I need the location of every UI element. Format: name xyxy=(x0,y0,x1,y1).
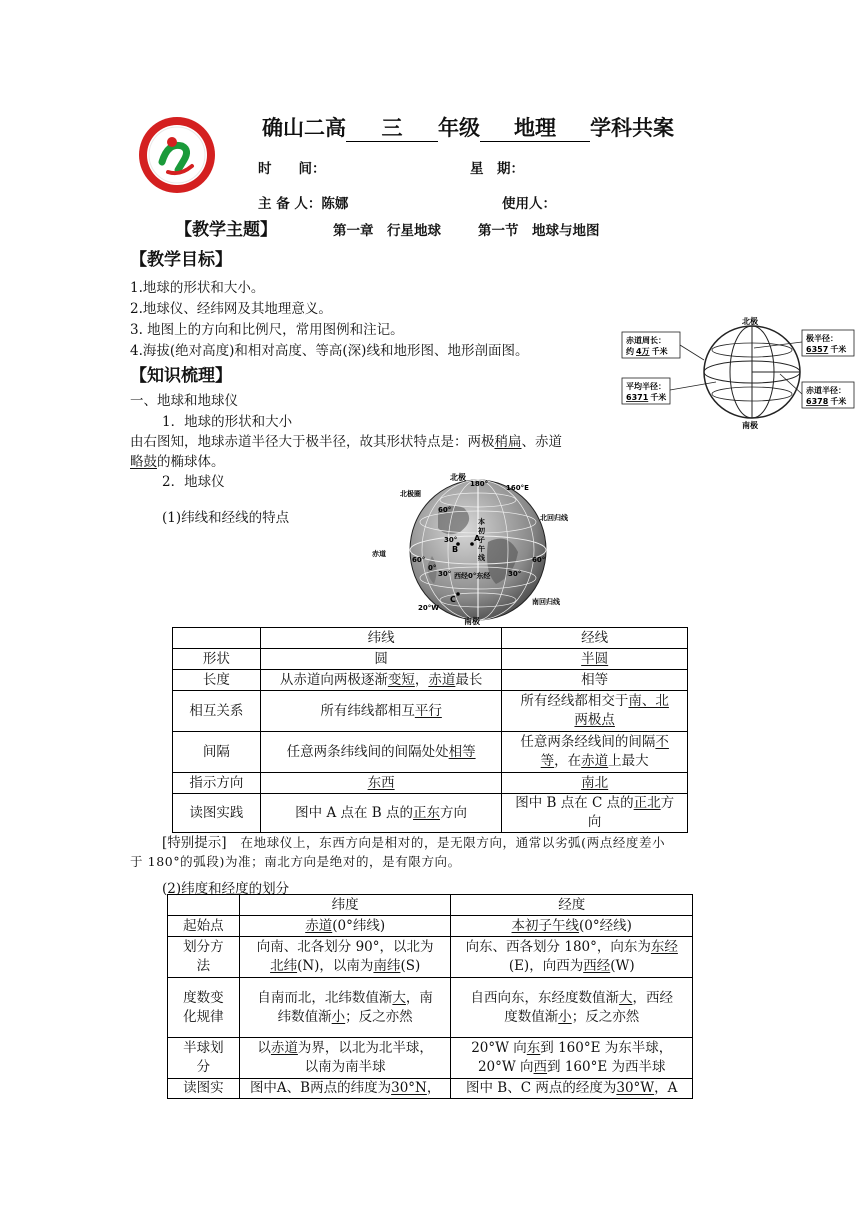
answer-text: 变短 xyxy=(387,671,415,688)
answer-text: 本初子午线 xyxy=(511,917,580,934)
longitude-cell xyxy=(451,1038,693,1079)
row-label: 度数变 化规律 xyxy=(168,978,240,1038)
cell-text: 以 xyxy=(257,1040,271,1056)
lon-20w-label: 20°W xyxy=(418,604,439,612)
answer-text: 两极点 xyxy=(574,712,615,728)
latitude-cell xyxy=(260,691,502,732)
lat-lon-division-table xyxy=(167,894,693,1099)
tip-label: [特别提示] xyxy=(162,835,227,851)
latitude-cell xyxy=(260,649,502,670)
user-label: 使用人： xyxy=(502,196,556,212)
cell-text: 方向 xyxy=(440,804,468,821)
goal-item: 4.海拔(绝对高度)和相对高度、等高(深)线和地形图、地形剖面图。 xyxy=(130,343,529,359)
cell-text: 为界，以北为北半球， xyxy=(297,1040,433,1056)
answer-text: 等 xyxy=(540,753,555,769)
answer-text: 北纬 xyxy=(270,958,298,974)
longitude-cell xyxy=(451,1079,693,1099)
document-title xyxy=(262,112,674,142)
row-label: 读图实践 xyxy=(173,794,261,833)
point-b-label: B xyxy=(452,545,459,554)
goal-item: 3. 地图上的方向和比例尺，常用图例和注记。 xyxy=(130,322,404,338)
week-label: 星 期： xyxy=(470,161,524,177)
school-logo xyxy=(138,112,216,198)
table-row xyxy=(173,670,688,691)
cell-text: ， xyxy=(426,1080,441,1096)
equator-length-value: 约 4万 千米 xyxy=(626,347,668,356)
deg-160e-label: 160°E xyxy=(506,484,529,492)
answer-text: 小 xyxy=(331,1008,346,1025)
globe-north-label: 北极 xyxy=(450,473,466,482)
cell-text: 自西向东，东经度数值渐 xyxy=(470,989,619,1006)
longitude-cell xyxy=(502,794,688,833)
cell-text: 以南为南半球 xyxy=(304,1059,386,1075)
lat-lon-features-table xyxy=(172,627,688,833)
cell-text: ，A xyxy=(654,1080,678,1096)
topic-section: 第一节 地球与地图 xyxy=(478,223,600,239)
lat-60-label-right: 60° xyxy=(532,556,546,564)
latitude-cell xyxy=(239,1079,451,1099)
lat-60-label-left: 60° xyxy=(412,556,426,564)
latitude-cell xyxy=(239,1038,451,1079)
mean-radius-value: 6371 千米 xyxy=(626,393,667,402)
prime-meridian-label-1: 本 xyxy=(478,518,485,526)
row-label: 相互关系 xyxy=(173,691,261,732)
answer-text: 东经 xyxy=(650,939,678,955)
cell-text: (S) xyxy=(400,958,421,974)
answer-text: 相等 xyxy=(448,743,476,760)
cell-text: 自南而北，北纬数值渐 xyxy=(257,989,393,1006)
globe-south-label: 南极 xyxy=(464,617,480,626)
prime-meridian-label-3: 子 xyxy=(478,536,485,544)
answer-text: 赤道 xyxy=(428,671,456,688)
latitude-cell xyxy=(260,773,502,794)
answer-text: 西经 xyxy=(583,958,611,974)
cell-text: 图中A、B两点的纬度为 xyxy=(249,1080,392,1096)
point-a-label: A xyxy=(474,534,481,543)
longitude-cell xyxy=(502,732,688,773)
answer-text: 赤道 xyxy=(581,753,609,769)
topic-chapter: 第一章 行星地球 xyxy=(333,223,441,239)
globe-graticule-diagram xyxy=(368,472,588,626)
prime-meridian-label-4: 午 xyxy=(478,545,485,553)
cell-text: 向南、北各划分 90°，以北为 xyxy=(256,939,434,955)
cell-text: 从赤道向两极逐渐 xyxy=(279,671,388,688)
answer-text: 正北 xyxy=(633,795,661,811)
answer-text: 西 xyxy=(533,1059,548,1075)
answer-text: 东 xyxy=(526,1040,541,1056)
cell-text: 纬数值渐 xyxy=(277,1008,332,1025)
cell-text: 图中 B 点在 C 点的 xyxy=(515,795,634,811)
review-heading: 【知识梳理】 xyxy=(130,366,232,386)
cell-text: (E)，向西为 xyxy=(508,958,584,974)
longitude-cell xyxy=(502,691,688,732)
deg-180-label: 180° xyxy=(470,480,489,488)
equator-radius-value: 6378 千米 xyxy=(806,397,847,406)
lat-60-label: 60° xyxy=(438,506,452,514)
shape-text: 由右图知，地球赤道半径大于极半径，故其形状特点是：两极 xyxy=(130,434,495,450)
prime-meridian-label-5: 线 xyxy=(478,554,485,562)
lon-30e-label: 30° xyxy=(508,570,522,578)
tropic-south-label: 南回归线 xyxy=(532,598,560,606)
cell-text: 20°W 向 xyxy=(471,1040,527,1056)
shape-paragraph-line2 xyxy=(130,450,225,470)
row-label: 划分方 法 xyxy=(168,937,240,978)
answer-text: 30°N xyxy=(391,1080,427,1096)
cell-text: ，西经 xyxy=(632,989,673,1006)
answer-text: 东西 xyxy=(367,774,395,791)
polar-radius-label: 极半径： xyxy=(806,334,838,343)
prime-meridian-label-2: 初 xyxy=(478,527,485,535)
cell-text: ，南 xyxy=(405,989,433,1006)
table-row xyxy=(168,1079,693,1099)
section-earth-globe: 一、地球和地球仪 xyxy=(130,393,238,409)
row-label: 起始点 xyxy=(168,916,240,937)
goals-heading: 【教学目标】 xyxy=(130,250,232,270)
table-row xyxy=(168,916,693,937)
column-header: 经线 xyxy=(502,628,688,649)
time-label: 时 间： xyxy=(258,161,326,177)
latitude-cell xyxy=(239,978,451,1038)
row-label: 半球划 分 xyxy=(168,1038,240,1079)
cell-text: (0°经线) xyxy=(579,917,632,934)
cell-text: 度数值渐 xyxy=(504,1008,559,1025)
north-pole-label: 北极 xyxy=(742,317,758,326)
table-row xyxy=(168,937,693,978)
cell-text: (N)，以南为 xyxy=(297,958,374,974)
answer-text: 不 xyxy=(655,734,669,750)
table-row xyxy=(173,794,688,833)
longitude-cell xyxy=(451,978,693,1038)
cell-text: (W) xyxy=(610,958,635,974)
longitude-cell xyxy=(451,916,693,937)
table-row xyxy=(168,1038,693,1079)
title-grade-blank: 三 xyxy=(346,115,438,142)
mean-radius-label: 平均半径： xyxy=(626,382,666,391)
goal-item: 1.地球的形状和大小。 xyxy=(130,280,265,296)
answer-text: 大 xyxy=(618,989,633,1006)
title-suffix: 学科共案 xyxy=(590,116,674,140)
cell-text: 图中 A 点在 B 点的 xyxy=(295,804,414,821)
cell-text: 最长 xyxy=(455,671,483,688)
shape-paragraph-line1 xyxy=(130,430,562,450)
longitude-cell xyxy=(502,649,688,670)
longitude-cell xyxy=(451,937,693,978)
row-label: 长度 xyxy=(173,670,261,691)
cell-text: 圆 xyxy=(374,650,388,667)
preparer-label: 主 备 人：陈娜 xyxy=(258,196,349,212)
west-east-zero-label: 西经0°东经 xyxy=(454,572,491,580)
cell-text: 任意两条纬线间的间隔处处 xyxy=(286,743,449,760)
table-row xyxy=(173,773,688,794)
earth-ellipsoid-diagram xyxy=(620,312,856,438)
logo-emblem-icon xyxy=(138,112,216,198)
column-header xyxy=(168,895,240,916)
cell-text: 到 160°E 为东半球， xyxy=(540,1040,673,1056)
topic-label: 【教学主题】 xyxy=(175,220,277,240)
longitude-cell xyxy=(502,670,688,691)
title-school: 确山二高 xyxy=(262,116,346,140)
latitude-cell xyxy=(239,937,451,978)
cell-text: 所有纬线都相互 xyxy=(320,702,415,719)
answer-text: 南北 xyxy=(581,774,609,791)
title-subject-blank: 地理 xyxy=(480,115,590,142)
arctic-circle-label: 北极圈 xyxy=(400,490,421,498)
row-label: 指示方向 xyxy=(173,773,261,794)
equator-zero-label: 0° xyxy=(428,564,437,572)
cell-text: 上最大 xyxy=(608,753,649,769)
goal-item: 2.地球仪、经纬网及其地理意义。 xyxy=(130,301,332,317)
lon-30-label: 30° xyxy=(438,570,452,578)
equator-length-label: 赤道周长： xyxy=(626,336,666,345)
column-header: 经度 xyxy=(451,895,693,916)
subsection-lat-lon-division: (2)纬度和经度的划分 xyxy=(162,881,290,897)
answer-text: 南纬 xyxy=(373,958,401,974)
equator-label: 赤道 xyxy=(372,550,386,558)
cell-text: 所有经线都相交于 xyxy=(520,693,629,709)
table-row xyxy=(173,649,688,670)
shape-text: 的椭球体。 xyxy=(157,454,225,470)
tropic-north-label: 北回归线 xyxy=(540,514,568,522)
cell-text: ；反之亦然 xyxy=(345,1008,413,1025)
answer-text: 赤道 xyxy=(305,917,333,934)
latitude-cell xyxy=(260,794,502,833)
earth-size-figure xyxy=(620,312,856,438)
south-pole-label: 南极 xyxy=(742,421,758,430)
latitude-cell xyxy=(260,670,502,691)
cell-text: ；反之亦然 xyxy=(571,1008,640,1025)
polar-radius-value: 6357 千米 xyxy=(806,345,847,354)
cell-text: 方 xyxy=(660,795,675,811)
answer-text: 小 xyxy=(558,1008,572,1025)
row-label: 形状 xyxy=(173,649,261,670)
answer-text: 赤道 xyxy=(270,1040,298,1056)
special-tip-line2: 于 180°的弧段)为准；南北方向是绝对的，是有限方向。 xyxy=(130,854,461,869)
answer-text: 半圆 xyxy=(581,650,609,667)
answer-bulging: 略鼓 xyxy=(130,454,157,470)
cell-text: 到 160°E 为西半球 xyxy=(547,1059,666,1075)
cell-text: 向 xyxy=(587,814,602,830)
cell-text: 20°W 向 xyxy=(477,1059,534,1075)
cell-text: ， xyxy=(414,671,429,688)
tip-text: 在地球仪上，东西方向是相对的，是无限方向，通常以劣弧(两点经度差小 xyxy=(240,835,666,850)
answer-text: 正东 xyxy=(413,804,441,821)
cell-text: 图中 B、C 两点的经度为 xyxy=(466,1080,617,1096)
shape-text: 、赤道 xyxy=(521,434,562,450)
subsection-globe: 2．地球仪 xyxy=(162,474,225,490)
answer-flattened: 稍扁 xyxy=(494,434,522,450)
row-label: 间隔 xyxy=(173,732,261,773)
column-header: 纬度 xyxy=(239,895,451,916)
answer-text: 大 xyxy=(392,989,406,1006)
cell-text: 相等 xyxy=(581,671,609,688)
answer-text: 南、北 xyxy=(628,693,669,709)
lat-30-label: 30° xyxy=(444,536,458,544)
column-header xyxy=(173,628,261,649)
equator-radius-label: 赤道半径： xyxy=(806,386,846,395)
special-tip-line1 xyxy=(162,831,665,851)
table-row xyxy=(173,732,688,773)
row-label: 读图实 xyxy=(168,1079,240,1099)
answer-text: 30°W xyxy=(616,1080,655,1096)
table-row xyxy=(168,978,693,1038)
cell-text: 向东、西各划分 180°，向东为 xyxy=(465,939,651,955)
answer-text: 平行 xyxy=(414,702,442,719)
longitude-cell xyxy=(502,773,688,794)
subsection-lines-features: (1)纬线和经线的特点 xyxy=(162,510,290,526)
table-header-row xyxy=(173,628,688,649)
globe-figure xyxy=(368,472,588,626)
latitude-cell xyxy=(239,916,451,937)
cell-text: 任意两条经线间的间隔 xyxy=(520,734,656,750)
table-row xyxy=(173,691,688,732)
title-grade-label: 年级 xyxy=(438,116,480,140)
column-header: 纬线 xyxy=(260,628,502,649)
cell-text: ，在 xyxy=(554,753,582,769)
point-c-label: C xyxy=(450,595,456,604)
subsection-shape-size: 1．地球的形状和大小 xyxy=(162,414,293,430)
cell-text: (0°纬线) xyxy=(332,917,386,934)
table-header-row xyxy=(168,895,693,916)
latitude-cell xyxy=(260,732,502,773)
